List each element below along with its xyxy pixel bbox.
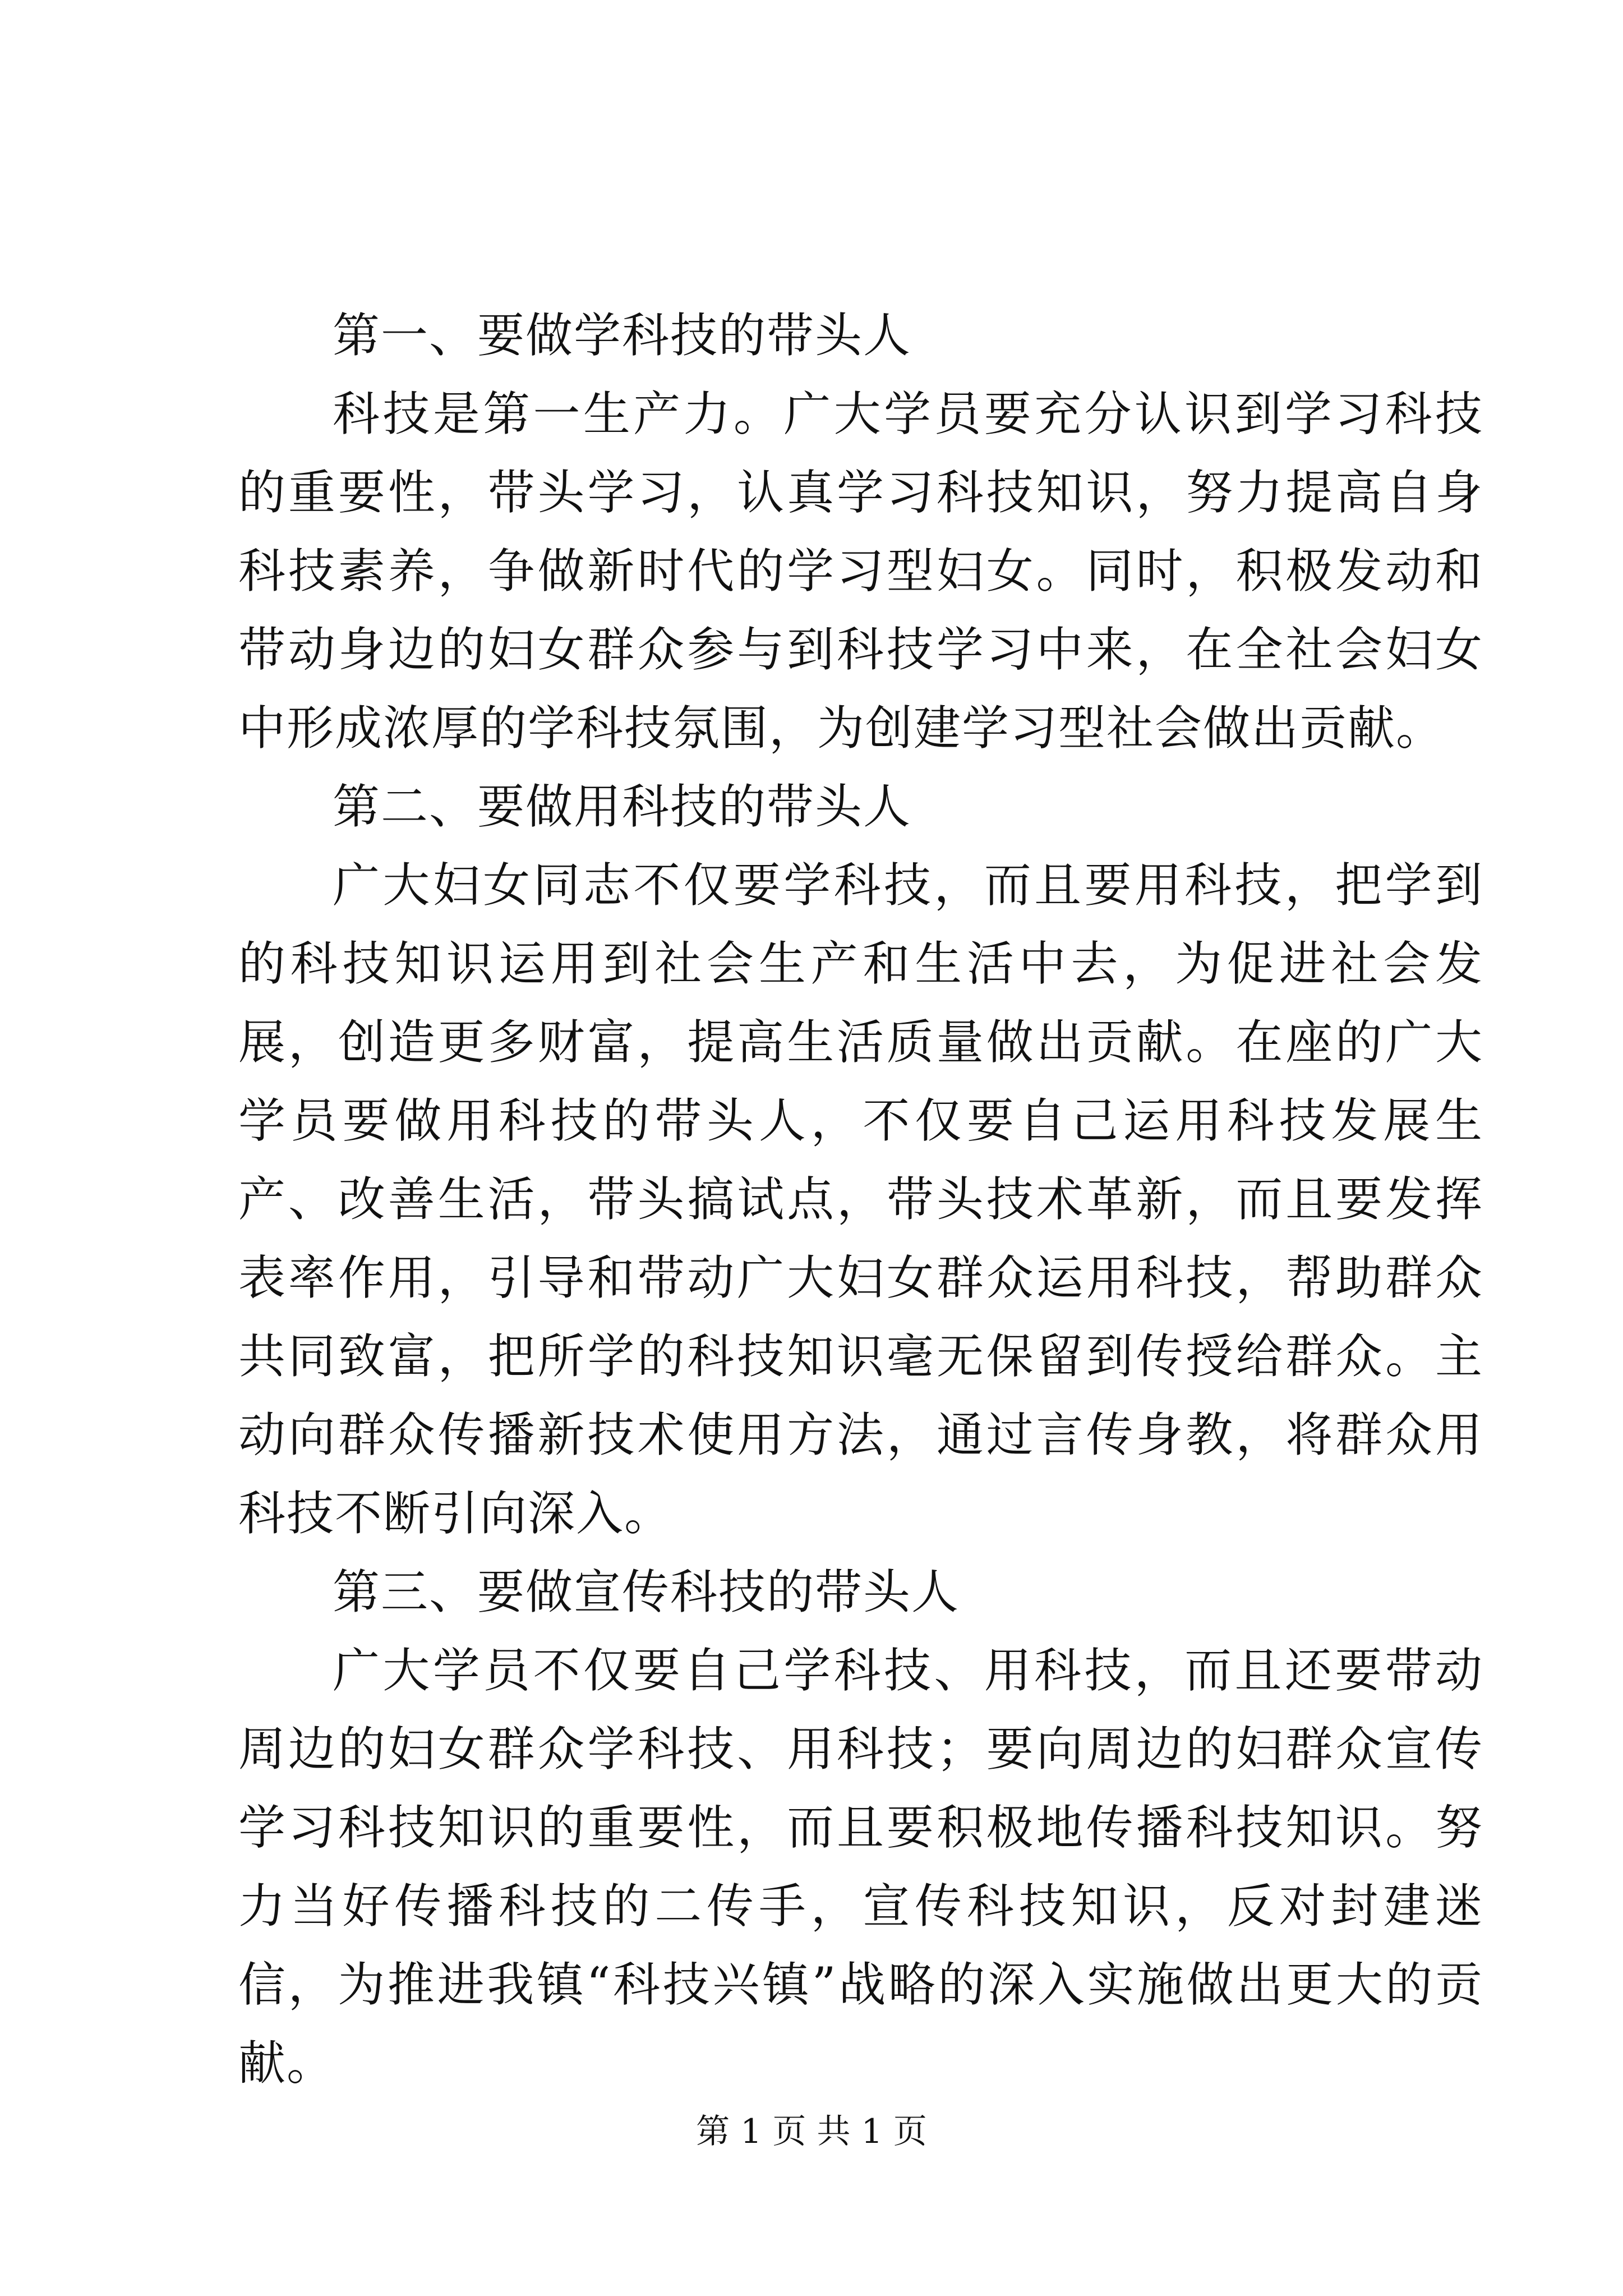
section-3-paragraph: 广大学员不仅要自己学科技、用科技，而且还要带动周边的妇女群众学科技、用科技；要向周边的妇群众宣传学习科技知识的重要性，而且要积极地传播科技知识。努力当好传播科技的二传手，宣传科技知识，反对封建迷信，为推进我镇“科技兴镇”战略的深入实施做出更大的贡献。: [238, 1643, 1483, 2091]
section-2-heading: 第二、要做用科技的带头人: [333, 779, 912, 834]
section-1-heading: 第一、要做学科技的带头人: [333, 308, 912, 363]
section-2-paragraph: 广大妇女同志不仅要学科技，而且要用科技，把学到的科技知识运用到社会生产和生活中去，为促进社会发展，创造更多财富，提高生活质量做出贡献。在座的广大学员要做用科技的带头人，不仅要自己运用科技发展生产、改善生活，带头搞试点，带头技术革新，而且要发挥表率作用，引导和带动广大妇女群众运用科技，帮助群众共同致富，把所学的科技知识毫无保留到传授给群众。主动向群众传播新技术使用方法，通过言传身教，将群众用科技不断引向深入。: [238, 858, 1483, 1541]
section-1-paragraph: 科技是第一生产力。广大学员要充分认识到学习科技的重要性，带头学习，认真学习科技知识，努力提高自身科技素养，争做新时代的学习型妇女。同时，积极发动和带动身边的妇女群众参与到科技学习中来，在全社会妇女中形成浓厚的学科技氛围，为创建学习型社会做出贡献。: [238, 386, 1483, 756]
section-3-heading: 第三、要做宣传科技的带头人: [333, 1565, 960, 1619]
document-body: [238, 296, 1483, 2102]
page-footer: 第 1 页 共 1 页: [696, 2112, 927, 2151]
